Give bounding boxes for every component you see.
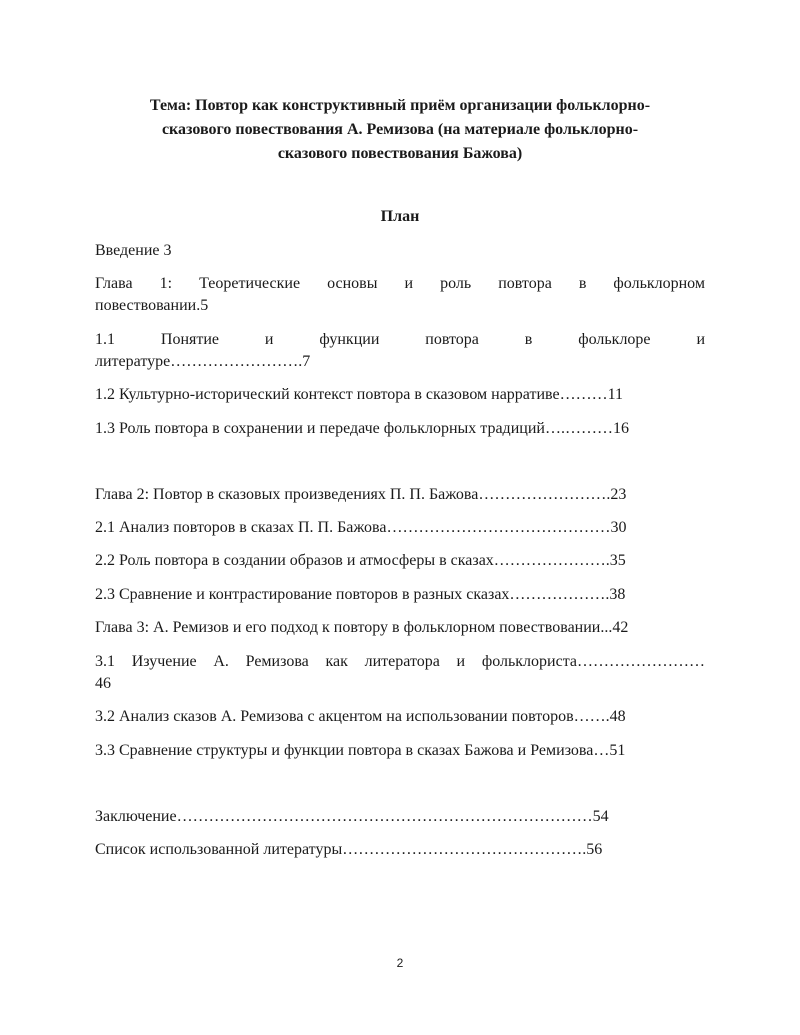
toc-chapter-1: Глава 1: Теоретические основы и роль повтора в фольклорном xyxy=(95,275,705,292)
toc-section-2-1: 2.1 Анализ повторов в сказах П. П. Бажова……………………………………30 xyxy=(95,519,627,536)
title-line-2: сказового повествования А. Ремизова (на материале фольклорно- xyxy=(161,121,639,138)
toc-section-3-1: 3.1 Изучение А. Ремизова как литератора и фольклориста…………………… xyxy=(95,653,705,670)
page-number: 2 xyxy=(396,956,404,970)
toc-conclusion: Заключение……………………………………………………………………54 xyxy=(95,808,609,825)
toc-section-3-3: 3.3 Сравнение структуры и функции повтора в сказах Бажова и Ремизова…51 xyxy=(95,742,626,759)
toc-references: Список использованной литературы……………………………………….56 xyxy=(95,841,603,858)
toc-section-1-1: 1.1 Понятие и функции повтора в фольклоре и xyxy=(95,331,705,348)
toc-section-3-2: 3.2 Анализ сказов А. Ремизова с акцентом на использовании повторов…….48 xyxy=(95,708,626,725)
title-line-1: Тема: Повтор как конструктивный приём организации фольклорно- xyxy=(149,97,651,114)
document-title xyxy=(95,94,705,166)
toc-section-1-1-continued: литературе…………………….7 xyxy=(95,353,311,370)
toc-introduction: Введение 3 xyxy=(95,242,172,259)
toc-section-3-1-continued: 46 xyxy=(95,675,111,692)
toc-section-1-3: 1.3 Роль повтора в сохранении и передаче фольклорных традиций….………16 xyxy=(95,420,629,437)
toc-chapter-3: Глава 3: А. Ремизов и его подход к повтору в фольклорном повествовании...42 xyxy=(95,619,629,636)
toc-section-2-2: 2.2 Роль повтора в создании образов и атмосферы в сказах………………….35 xyxy=(95,552,626,569)
plan-heading: План xyxy=(380,208,420,225)
toc-section-2-3: 2.3 Сравнение и контрастирование повторов в разных сказах……………….38 xyxy=(95,586,626,603)
toc-chapter-2: Глава 2: Повтор в сказовых произведениях П. П. Бажова…………………….23 xyxy=(95,486,627,503)
toc-section-1-2: 1.2 Культурно-исторический контекст повтора в сказовом нарративе………11 xyxy=(95,386,624,403)
title-line-3: сказового повествования Бажова) xyxy=(277,145,523,162)
toc-chapter-1-continued: повествовании.5 xyxy=(95,297,209,314)
